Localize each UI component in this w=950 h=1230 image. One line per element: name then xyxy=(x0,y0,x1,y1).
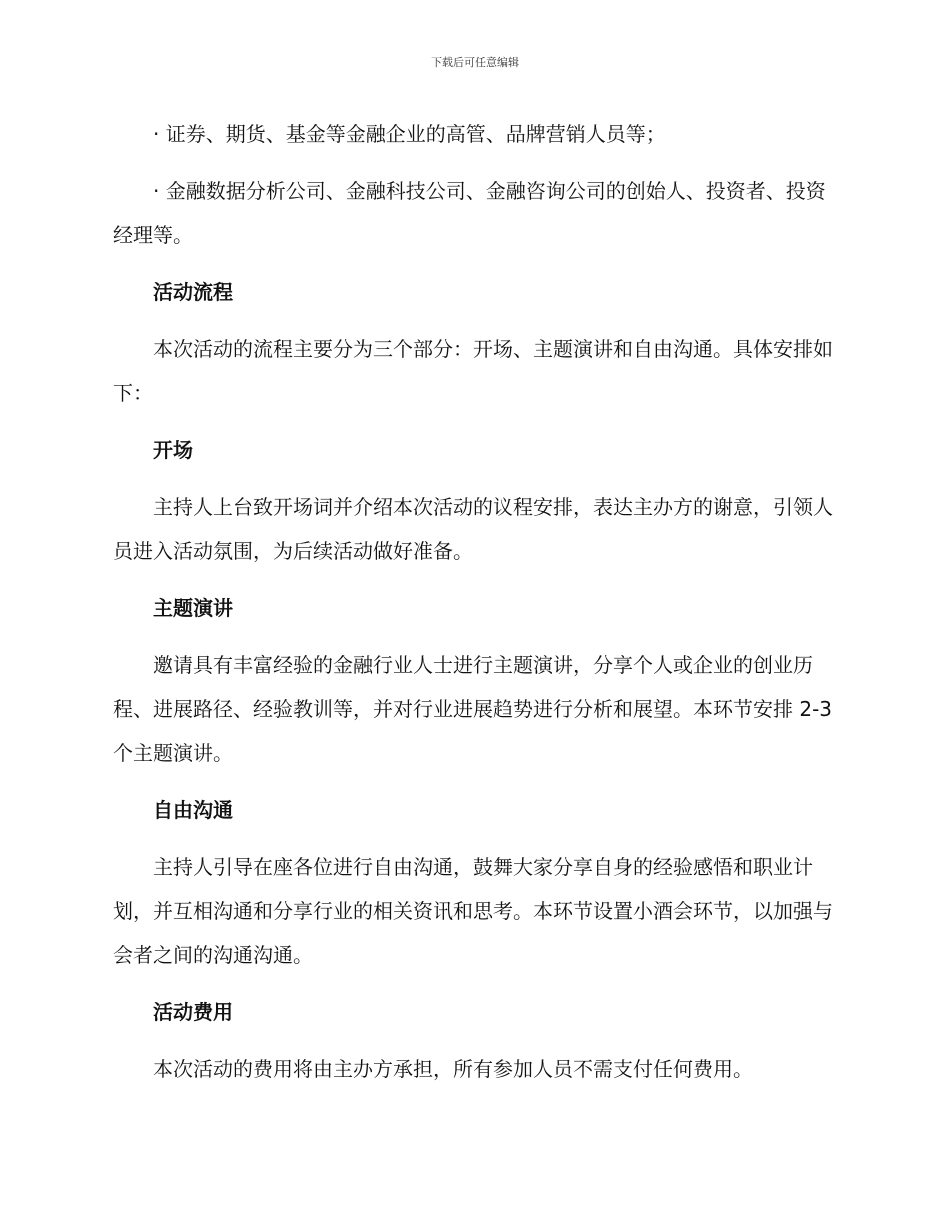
section-paragraph-cost: 本次活动的费用将由主办方承担，所有参加人员不需支付任何费用。 xyxy=(153,1057,753,1081)
bullet-item: · 金融数据分析公司、金融科技公司、金融咨询公司的创始人、投资者、投资经理等。 xyxy=(113,179,826,247)
document-body xyxy=(113,112,833,1104)
section-heading-free-communication: 自由沟通 xyxy=(153,798,233,822)
section-heading-keynote: 主题演讲 xyxy=(153,596,233,620)
section-paragraph-opening: 主持人上台致开场词并介绍本次活动的议程安排，表达主办方的谢意，引领人员进入活动氛围，为后续活动做好准备。 xyxy=(113,495,833,563)
page-header: 下载后可任意编辑 xyxy=(431,56,519,69)
section-heading-opening: 开场 xyxy=(153,438,193,462)
section-heading-cost: 活动费用 xyxy=(153,1000,233,1024)
section-paragraph-keynote: 邀请具有丰富经验的金融行业人士进行主题演讲，分享个人或企业的创业历程、进展路径、经验教训等，并对行业进展趋势进行分析和展望。本环节安排 2-3 个主题演讲。 xyxy=(113,653,833,765)
section-paragraph-process: 本次活动的流程主要分为三个部分：开场、主题演讲和自由沟通。具体安排如下： xyxy=(113,337,833,405)
section-paragraph-free-communication: 主持人引导在座各位进行自由沟通，鼓舞大家分享自身的经验感悟和职业计划，并互相沟通和分享行业的相关资讯和思考。本环节设置小酒会环节，以加强与会者之间的沟通沟通。 xyxy=(113,855,833,967)
section-heading-process: 活动流程 xyxy=(153,280,233,304)
bullet-item: · 证券、期货、基金等金融企业的高管、品牌营销人员等； xyxy=(153,122,666,146)
